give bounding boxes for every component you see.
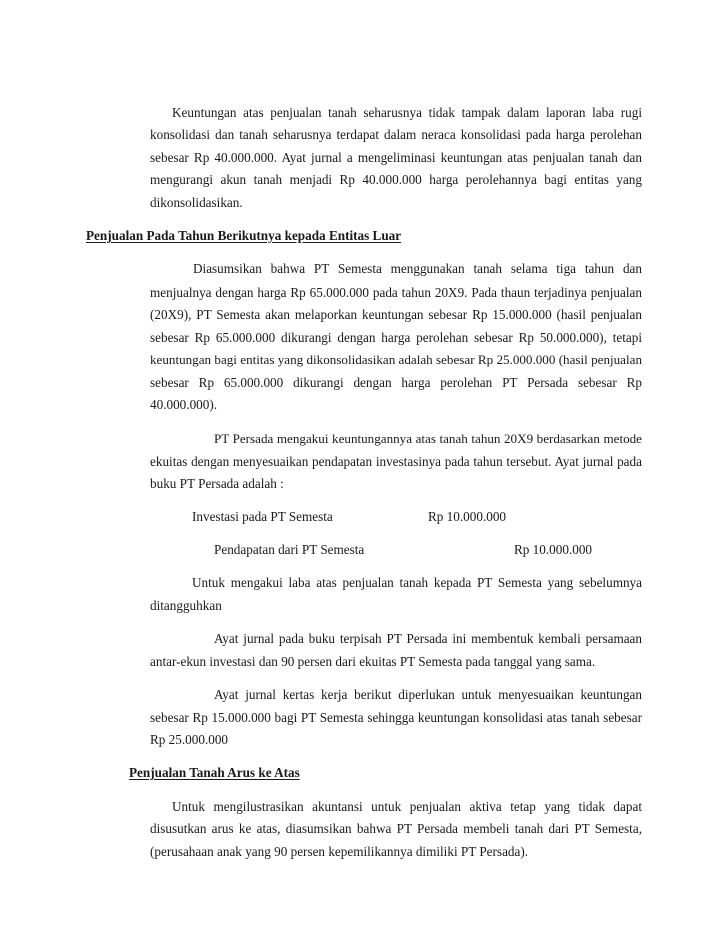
paragraph-line: sebesar Rp 65.000.000 dikurangi dengan harga perolehan PT Persada sebesar Rp xyxy=(150,375,642,390)
paragraph-line: sebesar Rp 40.000.000. Ayat jurnal a mengeliminasi keuntungan atas penjualan tanah dan xyxy=(150,150,642,165)
journal-debit-account: Investasi pada PT Semesta xyxy=(192,509,333,524)
paragraph-line: Rp 25.000.000 xyxy=(150,732,229,747)
paragraph-line: Diasumsikan bahwa PT Semesta menggunakan tanah selama tiga tahun dan xyxy=(193,261,642,276)
paragraph-line: dikonsolidasikan. xyxy=(150,195,243,210)
paragraph-line: Untuk mengakui laba atas penjualan tanah kepada PT Semesta yang sebelumnya xyxy=(192,575,642,590)
paragraph-line: Untuk mengilustrasikan akuntansi untuk penjualan aktiva tetap yang tidak dapat xyxy=(172,799,642,814)
paragraph-line: menjualnya dengan harga Rp 65.000.000 pada tahun 20X9. Pada thaun terjadinya penjualan xyxy=(150,285,642,300)
section-heading: Penjualan Tanah Arus ke Atas xyxy=(129,765,300,780)
paragraph-line: disusutkan arus ke atas, diasumsikan bahwa PT Persada membeli tanah dari PT Semesta, xyxy=(150,821,642,836)
paragraph-line: (20X9), PT Semesta akan melaporkan keuntungan sebesar Rp 15.000.000 (hasil penjualan xyxy=(150,307,642,322)
paragraph-line: (perusahaan anak yang 90 persen kepemilikannya dimiliki PT Persada). xyxy=(150,844,529,859)
journal-credit-account: Pendapatan dari PT Semesta xyxy=(214,542,365,557)
paragraph-line: Keuntungan atas penjualan tanah seharusnya tidak tampak dalam laporan laba rugi xyxy=(172,105,642,120)
paragraph-line: ditangguhkan xyxy=(150,598,222,613)
section-heading: Penjualan Pada Tahun Berikutnya kepada Entitas Luar xyxy=(86,228,402,243)
paragraph-line: Ayat jurnal pada buku terpisah PT Persada ini membentuk kembali persamaan xyxy=(214,631,642,646)
paragraph-line: sebesar Rp 15.000.000 bagi PT Semesta sehingga keuntungan konsolidasi atas tanah sebesar xyxy=(150,710,642,725)
paragraph-line: 40.000.000). xyxy=(150,397,218,412)
journal-credit-amount: Rp 10.000.000 xyxy=(514,542,593,557)
paragraph-line: ekuitas dengan menyesuaikan pendapatan investasinya pada tahun tersebut. Ayat jurnal pada xyxy=(150,454,642,469)
paragraph-line: keuntungan bagi entitas yang dikonsolidasikan adalah sebesar Rp 25.000.000 (hasil penjualan xyxy=(150,352,642,367)
paragraph-line: sebesar Rp 65.000.000 dikurangi dengan harga perolehan sebesar Rp 50.000.000), tetapi xyxy=(150,330,642,345)
paragraph-line: mengurangi akun tanah menjadi Rp 40.000.000 harga perolehannya bagi entitas yang xyxy=(150,172,642,187)
journal-debit-amount: Rp 10.000.000 xyxy=(428,509,507,524)
paragraph-line: konsolidasi dan tanah seharusnya terdapat dalam neraca konsolidasi pada harga perolehan xyxy=(150,127,642,142)
paragraph-line: buku PT Persada adalah : xyxy=(150,476,284,491)
paragraph-line: PT Persada mengakui keuntungannya atas tanah tahun 20X9 berdasarkan metode xyxy=(214,431,642,446)
paragraph-line: antar-ekun investasi dan 90 persen dari ekuitas PT Semesta pada tanggal yang sama. xyxy=(150,654,596,669)
paragraph-line: Ayat jurnal kertas kerja berikut diperlukan untuk menyesuaikan keuntungan xyxy=(214,687,642,702)
